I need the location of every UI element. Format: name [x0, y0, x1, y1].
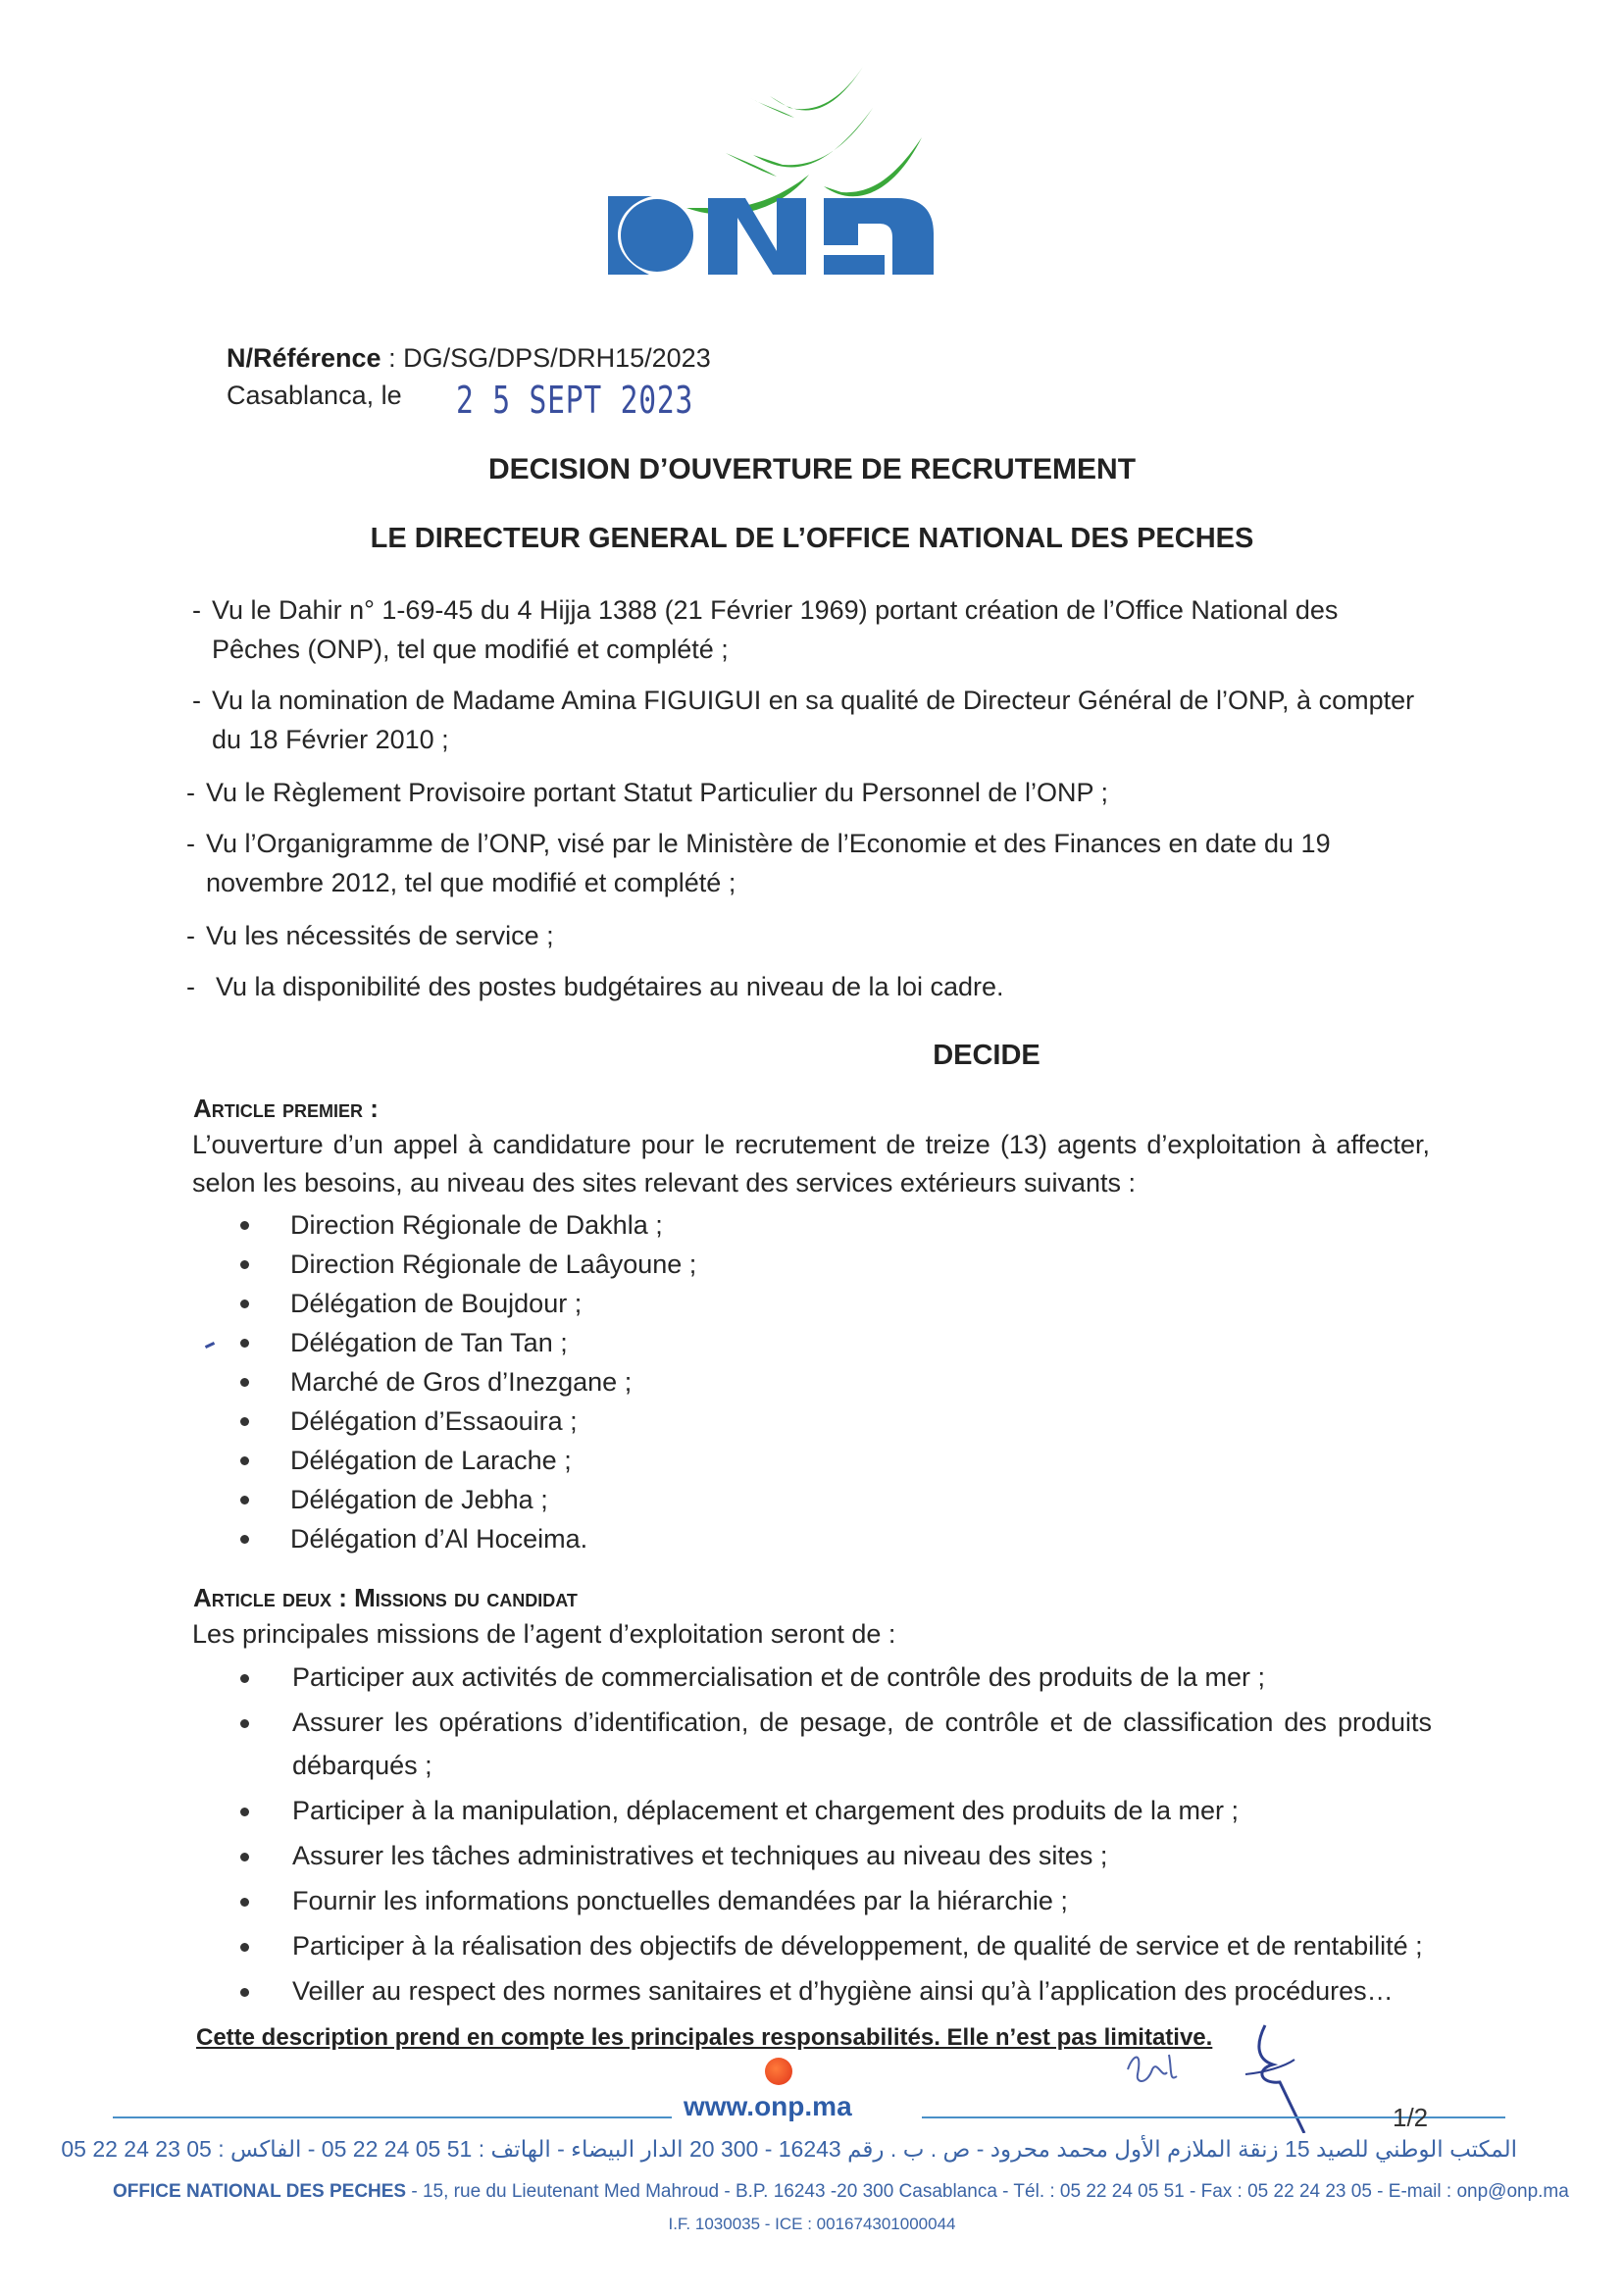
mission-text: Assurer les opérations d’identification, de pesage, de contrôle et de classification des produits débarqués ;	[292, 1708, 1432, 1780]
bullet	[240, 1719, 249, 1728]
list-item	[240, 1701, 1432, 1787]
consideration-dash: -	[192, 595, 201, 625]
site-name: Marché de Gros d’Inezgane ;	[290, 1367, 633, 1397]
site-name: Délégation de Larache ;	[290, 1446, 572, 1475]
globe-icon	[765, 2058, 792, 2085]
article-1-heading: Article premier :	[193, 1094, 379, 1123]
bullet	[240, 1456, 249, 1465]
handwritten-signature	[1108, 2015, 1324, 2133]
reference-value: DG/SG/DPS/DRH15/2023	[403, 343, 711, 373]
list-item	[240, 1924, 1432, 1967]
mission-text: Veiller au respect des normes sanitaires et d’hygiène ainsi qu’à l’application des procédures…	[292, 1976, 1394, 2006]
authority-line: LE DIRECTEUR GENERAL DE L’OFFICE NATIONAL DES PECHES	[370, 523, 1254, 554]
consideration-item	[192, 590, 1428, 669]
consideration-dash: -	[186, 921, 195, 950]
article-1-intro: L’ouverture d’un appel à candidature pour le recrutement de treize (13) agents d’exploitation à affecter, selon les besoins, au niveau des sites relevant des services extérieurs suivants :	[192, 1130, 1430, 1198]
onp-logo-graphic	[588, 59, 981, 280]
list-item	[240, 1789, 1432, 1832]
bullet	[240, 1378, 249, 1387]
mission-text: Fournir les informations ponctuelles demandées par la hiérarchie ;	[292, 1886, 1068, 1915]
missions-list	[240, 1656, 1432, 2014]
bullet	[240, 1339, 249, 1348]
consideration-text: Vu le Règlement Provisoire portant Statut Particulier du Personnel de l’ONP ;	[206, 778, 1108, 807]
office-address: - 15, rue du Lieutenant Med Mahroud - B.P. 16243 -20 300 Casablanca - Tél. : 05 22 24 05 51 - Fax : 05 22 24 23 05 - E-mail : onp@onp.ma	[406, 2181, 1569, 2202]
page-number: 1/2	[1393, 2103, 1429, 2132]
onp-logo	[588, 59, 981, 280]
site-name: Délégation de Tan Tan ;	[290, 1328, 568, 1357]
site-name: Délégation de Boujdour ;	[290, 1289, 583, 1318]
consideration-dash: -	[192, 686, 201, 715]
site-name: Délégation d’Essaouira ;	[290, 1406, 578, 1436]
decide-heading: DECIDE	[933, 1040, 1040, 1071]
reference-line	[227, 339, 711, 377]
consideration-text: Vu l’Organigramme de l’ONP, visé par le Ministère de l’Economie et des Finances en date du 19 novembre 2012, tel que modifié et complété ;	[206, 829, 1331, 897]
consideration-item	[186, 967, 1422, 1006]
mission-text: Assurer les tâches administratives et techniques au niveau des sites ;	[292, 1841, 1108, 1870]
consideration-text: Vu la nomination de Madame Amina FIGUIGUI en sa qualité de Directeur Général de l’ONP, à compter du 18 Février 2010 ;	[212, 686, 1415, 754]
consideration-text: Vu la disponibilité des postes budgétaires au niveau de la loi cadre.	[216, 972, 1004, 1001]
bullet	[240, 1260, 249, 1269]
list-item	[240, 1656, 1432, 1699]
bullet	[240, 1674, 249, 1683]
consideration-item	[186, 824, 1430, 902]
site-name: Direction Régionale de Dakhla ;	[290, 1210, 663, 1240]
reference-separator: :	[381, 343, 404, 373]
office-name: OFFICE NATIONAL DES PECHES	[113, 2181, 407, 2202]
site-name: Délégation de Jebha ;	[290, 1485, 548, 1514]
site-name: Délégation d’Al Hoceima.	[290, 1524, 588, 1554]
bullet	[240, 1943, 249, 1952]
mission-text: Participer à la réalisation des objectifs de développement, de qualité de service et de rentabilité ;	[292, 1931, 1423, 1961]
mission-text: Participer aux activités de commercialisation et de contrôle des produits de la mer ;	[292, 1662, 1265, 1692]
bullet	[240, 1496, 249, 1504]
bullet	[240, 1808, 249, 1816]
bullet	[240, 1898, 249, 1907]
site-name: Direction Régionale de Laâyoune ;	[290, 1249, 697, 1279]
consideration-text: Vu les nécessités de service ;	[206, 921, 554, 950]
footer-arabic-address: المكتب الوطني للصيد 15 زنقة الملازم الأول محمد محرود - ص . ب . رقم 16243 - 300 20 الدار البيضاء - الهاتف : 51 05 24 22 05 - الفاكس : 05 23 24 22 05	[61, 2136, 1517, 2162]
consideration-text: Vu le Dahir n° 1-69-45 du 4 Hijja 1388 (21 Février 1969) portant création de l’Office National des Pêches (ONP), tel que modifié et complété ;	[212, 595, 1339, 664]
consideration-dash: -	[186, 778, 195, 807]
bullet	[240, 1988, 249, 1997]
document-title: DECISION D’OUVERTURE DE RECRUTEMENT	[487, 453, 1137, 485]
consideration-item	[186, 916, 1422, 955]
list-item	[240, 1834, 1432, 1877]
footer-divider-left	[113, 2116, 672, 2118]
reference-label: N/Référence	[227, 343, 381, 373]
article-2-heading: Article deux : Missions du candidat	[193, 1583, 578, 1612]
bullet	[240, 1853, 249, 1861]
consideration-dash: -	[186, 829, 195, 858]
footer-address	[113, 2181, 1569, 2203]
disclaimer-note: Cette description prend en compte les principales responsabilités. Elle n’est pas limitative.	[196, 2024, 1213, 2051]
website-link[interactable]: www.onp.ma	[684, 2091, 852, 2121]
consideration-item	[192, 681, 1428, 759]
place-line: Casablanca, le	[227, 381, 402, 410]
pen-tick-mark	[205, 1342, 215, 1349]
bullet	[240, 1535, 249, 1544]
list-item	[240, 1969, 1432, 2013]
bullet	[240, 1300, 249, 1308]
list-item	[240, 1879, 1432, 1922]
footer-identifiers: I.F. 1030035 - ICE : 001674301000044	[668, 2215, 956, 2233]
article-2-intro: Les principales missions de l’agent d’exploitation seront de :	[192, 1619, 896, 1649]
consideration-item	[186, 773, 1422, 812]
bullet	[240, 1417, 249, 1426]
mission-text: Participer à la manipulation, déplacement et chargement des produits de la mer ;	[292, 1796, 1240, 1825]
bullet	[240, 1221, 249, 1230]
date-stamp: 2 5 SEPT 2023	[456, 379, 694, 422]
consideration-dash: -	[186, 972, 195, 1001]
